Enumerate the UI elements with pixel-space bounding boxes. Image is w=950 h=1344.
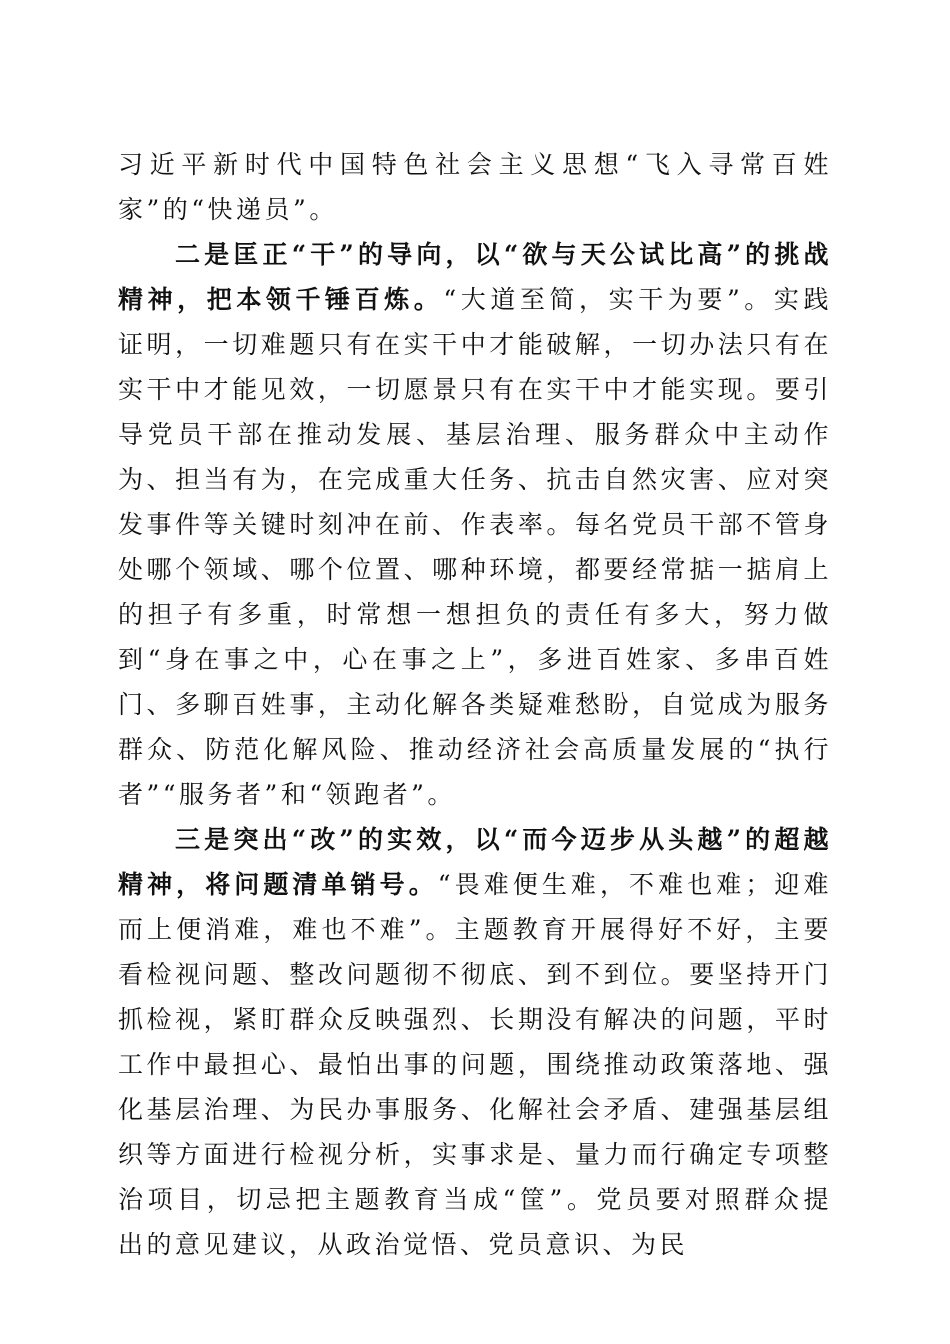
paragraph-1-text: 习近平新时代中国特色社会主义思想“飞入寻常百姓家”的“快递员”。 bbox=[118, 150, 832, 224]
body-text bbox=[118, 142, 832, 1267]
paragraph-continuation bbox=[118, 142, 832, 232]
paragraph-point-two bbox=[118, 232, 832, 817]
paragraph-2-text: “大道至简，实干为要”。实践证明，一切难题只有在实干中才能破解，一切办法只有在实干中才能见效，一切愿景只有在实干中才能实现。要引导党员干部在推动发展、基层治理、服务群众中主动作为、担当有为，在完成重大任务、抗击自然灾害、应对突发事件等关键时刻冲在前、作表率。每名党员干部不管身处哪个领域、哪个位置、哪种环境，都要经常掂一掂肩上的担子有多重，时常想一想担负的责任有多大，努力做到“身在事之中，心在事之上”，多进百姓家、多串百姓门、多聊百姓事，主动化解各类疑难愁盼，自觉成为服务群众、防范化解风险、推动经济社会高质量发展的“执行者”“服务者”和“领跑者”。 bbox=[118, 285, 832, 809]
paragraph-2-lead: 二是匡正“干”的导向，以“欲与天公试比高”的挑战精神，把本领千锤百炼。 bbox=[118, 240, 832, 314]
paragraph-3-lead: 三是突出“改”的实效，以“而今迈步从头越”的超越精神，将问题清单销号。 bbox=[118, 825, 832, 899]
paragraph-3-text: “畏难便生难，不难也难；迎难而上便消难，难也不难”。主题教育开展得好不好，主要看检视问题、整改问题彻不彻底、到不到位。要坚持开门抓检视，紧盯群众反映强烈、长期没有解决的问题，平时工作中最担心、最怕出事的问题，围绕推动政策落地、强化基层治理、为民办事服务、化解社会矛盾、建强基层组织等方面进行检视分析，实事求是、量力而行确定专项整治项目，切忌把主题教育当成“筐”。党员要对照群众提出的意见建议，从政治觉悟、党员意识、为民 bbox=[118, 870, 832, 1259]
paragraph-point-three bbox=[118, 817, 832, 1267]
